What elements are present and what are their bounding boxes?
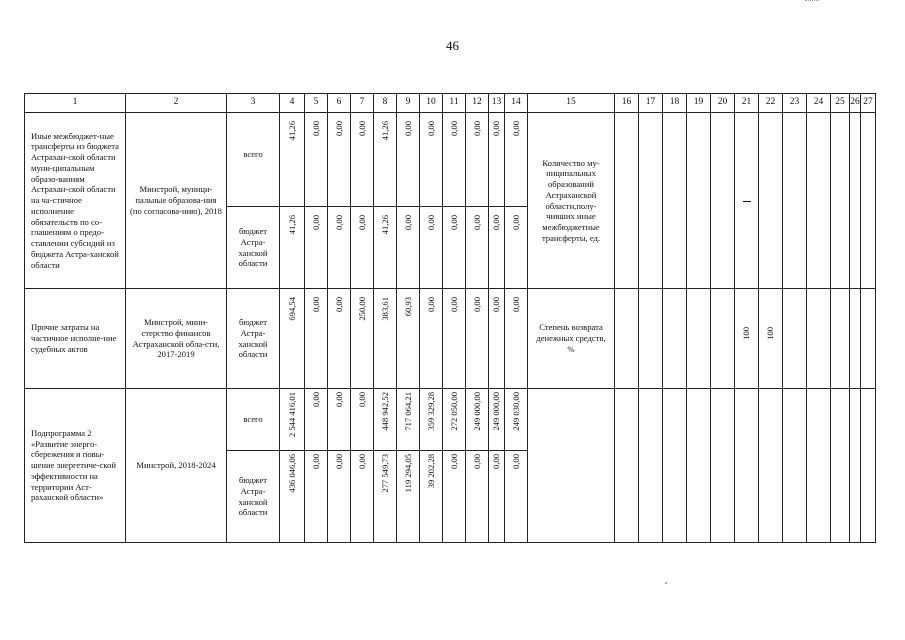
header-cell: 21 xyxy=(735,94,759,113)
value-cell: 0,00 xyxy=(443,289,466,389)
empty-cell xyxy=(528,389,615,543)
header-cell: 6 xyxy=(328,94,351,113)
indicator-cell: Количество му-ниципальных образований Астраханской области,полу-чивших иные межбюджетные трансферты, ед. xyxy=(528,113,615,289)
header-cell: 26 xyxy=(850,94,861,113)
value-cell: 0,00 xyxy=(328,113,351,207)
empty-cell xyxy=(687,113,711,289)
value-cell: 0,00 xyxy=(466,451,489,543)
value-cell: 249 030,00 xyxy=(505,389,528,451)
page-number: 46 xyxy=(446,38,459,53)
value-cell: 249 000,00 xyxy=(489,389,505,451)
executor-cell: Минстрой, муници-пальные образова-ния (по согласова-нию), 2018 xyxy=(126,113,227,289)
empty-cell xyxy=(663,289,687,389)
value-cell: 383,61 xyxy=(374,289,397,389)
value-cell: 2 544 416,01 xyxy=(280,389,305,451)
value-cell: 0,00 xyxy=(489,451,505,543)
funding-source: всего xyxy=(227,113,280,207)
value-cell: 0,00 xyxy=(443,113,466,207)
value-cell: 272 050,00 xyxy=(443,389,466,451)
activity-name: Прочие затраты на частичное исполне-ние судебных актов xyxy=(25,289,126,389)
value-cell: 0,00 xyxy=(466,207,489,289)
empty-cell xyxy=(783,389,807,543)
empty-cell xyxy=(711,289,735,389)
executor-cell: Минстрой, мини-стерство финансов Астраханской обла-сти, 2017-2019 xyxy=(126,289,227,389)
funding-source: всего xyxy=(227,389,280,451)
scan-speck xyxy=(665,582,667,584)
value-cell: 0,00 xyxy=(397,207,420,289)
header-cell: 2 xyxy=(126,94,227,113)
value-cell: 0,00 xyxy=(505,207,528,289)
header-cell: 3 xyxy=(227,94,280,113)
empty-cell xyxy=(850,389,861,543)
empty-cell xyxy=(861,113,876,289)
empty-cell xyxy=(783,289,807,389)
header-cell: 25 xyxy=(831,94,850,113)
funding-source: бюджет Астра-ханской области xyxy=(227,207,280,289)
empty-cell xyxy=(807,289,831,389)
empty-cell xyxy=(850,113,861,289)
empty-cell xyxy=(759,389,783,543)
value-cell: 0,00 xyxy=(466,113,489,207)
activity-name: Иные межбюджет-ные трансферты из бюджета Астрахан-ской области муни-ципальным образо-ваниям Астрахан-ской области на ча-стичное исполнение обязательств по со-глашениям о предо-ставлении субсидий из бюджета Астра-ханской области xyxy=(25,113,126,289)
value-cell: 717 064,21 xyxy=(397,389,420,451)
header-cell: 8 xyxy=(374,94,397,113)
subprogram-name: Подпрограмма 2 «Развитие энерго-сбережения и повы-шение энергетиче-ской эффективности на территории Аст-раханской области» xyxy=(25,389,126,543)
target-value-cell: 100 xyxy=(759,289,783,389)
value-cell: 41,26 xyxy=(280,113,305,207)
header-row xyxy=(25,94,876,113)
funding-source: бюджет Астра-ханской области xyxy=(227,289,280,389)
header-cell: 9 xyxy=(397,94,420,113)
executor-cell: Минстрой, 2018-2024 xyxy=(126,389,227,543)
value-cell: 0,00 xyxy=(466,289,489,389)
header-cell: 15 xyxy=(528,94,615,113)
empty-cell xyxy=(831,113,850,289)
empty-cell xyxy=(615,389,639,543)
empty-cell xyxy=(615,113,639,289)
value-cell: 0,00 xyxy=(489,113,505,207)
header-cell: 17 xyxy=(639,94,663,113)
value-cell: 0,00 xyxy=(443,207,466,289)
value-cell: 0,00 xyxy=(420,113,443,207)
value-cell: 39 202,28 xyxy=(420,451,443,543)
value-cell: 0,00 xyxy=(489,289,505,389)
value-cell: 0,00 xyxy=(397,113,420,207)
value-cell: 0,00 xyxy=(305,451,328,543)
header-cell: 12 xyxy=(466,94,489,113)
value-cell: 60,93 xyxy=(397,289,420,389)
header-cell: 20 xyxy=(711,94,735,113)
empty-cell xyxy=(807,113,831,289)
target-value-cell: 100 xyxy=(735,289,759,389)
empty-cell xyxy=(831,289,850,389)
header-cell: 5 xyxy=(305,94,328,113)
value-cell: 448 942,52 xyxy=(374,389,397,451)
dash-mark xyxy=(743,201,751,202)
empty-cell xyxy=(687,289,711,389)
header-cell: 22 xyxy=(759,94,783,113)
header-cell: 11 xyxy=(443,94,466,113)
header-cell: 1 xyxy=(25,94,126,113)
empty-cell xyxy=(639,289,663,389)
table-row xyxy=(25,113,876,207)
value-cell: 0,00 xyxy=(305,207,328,289)
target-mark-cell xyxy=(735,113,759,289)
empty-cell xyxy=(759,113,783,289)
empty-cell xyxy=(783,113,807,289)
value-cell: 249 000,00 xyxy=(466,389,489,451)
value-cell: 0,00 xyxy=(443,451,466,543)
empty-cell xyxy=(735,389,759,543)
table-row xyxy=(25,389,876,451)
value-cell: 0,00 xyxy=(328,389,351,451)
header-cell: 24 xyxy=(807,94,831,113)
funding-source: бюджет Астра-ханской области xyxy=(227,451,280,543)
value-cell: 0,00 xyxy=(351,207,374,289)
value-cell: 0,00 xyxy=(305,113,328,207)
value-cell: 0,00 xyxy=(351,451,374,543)
header-cell: 13 xyxy=(489,94,505,113)
empty-cell xyxy=(861,289,876,389)
header-cell: 7 xyxy=(351,94,374,113)
value-cell: 41,26 xyxy=(374,113,397,207)
value-cell: 119 294,05 xyxy=(397,451,420,543)
value-cell: 0,00 xyxy=(505,289,528,389)
header-cell: 27 xyxy=(861,94,876,113)
header-cell: 16 xyxy=(615,94,639,113)
header-cell: 4 xyxy=(280,94,305,113)
header-cell: 19 xyxy=(687,94,711,113)
empty-cell xyxy=(687,389,711,543)
value-cell: 0,00 xyxy=(505,451,528,543)
value-cell: 41,26 xyxy=(374,207,397,289)
value-cell: 694,54 xyxy=(280,289,305,389)
indicator-cell: Степень возврата денежных средств, % xyxy=(528,289,615,389)
empty-cell xyxy=(807,389,831,543)
empty-cell xyxy=(850,289,861,389)
value-cell: 277 549,73 xyxy=(374,451,397,543)
value-cell: 0,00 xyxy=(351,113,374,207)
value-cell: 0,00 xyxy=(305,289,328,389)
header-cell: 10 xyxy=(420,94,443,113)
value-cell: 0,00 xyxy=(351,389,374,451)
empty-cell xyxy=(861,389,876,543)
value-cell: 0,00 xyxy=(305,389,328,451)
empty-cell xyxy=(711,113,735,289)
budget-table xyxy=(24,93,876,543)
empty-cell xyxy=(711,389,735,543)
header-cell: 14 xyxy=(505,94,528,113)
header-cell: 18 xyxy=(663,94,687,113)
header-cell: 23 xyxy=(783,94,807,113)
empty-cell xyxy=(663,113,687,289)
value-cell: 0,00 xyxy=(328,289,351,389)
value-cell: 0,00 xyxy=(420,207,443,289)
value-cell: 0,00 xyxy=(489,207,505,289)
value-cell: 0,00 xyxy=(420,289,443,389)
value-cell: 0,00 xyxy=(505,113,528,207)
value-cell: 41,26 xyxy=(280,207,305,289)
value-cell: 359 329,28 xyxy=(420,389,443,451)
empty-cell xyxy=(639,113,663,289)
table-row xyxy=(25,289,876,389)
scan-artifact-top xyxy=(805,0,819,3)
empty-cell xyxy=(831,389,850,543)
value-cell: 0,00 xyxy=(328,207,351,289)
value-cell: 0,00 xyxy=(328,451,351,543)
empty-cell xyxy=(663,389,687,543)
value-cell: 250,00 xyxy=(351,289,374,389)
empty-cell xyxy=(615,289,639,389)
empty-cell xyxy=(639,389,663,543)
value-cell: 436 046,06 xyxy=(280,451,305,543)
